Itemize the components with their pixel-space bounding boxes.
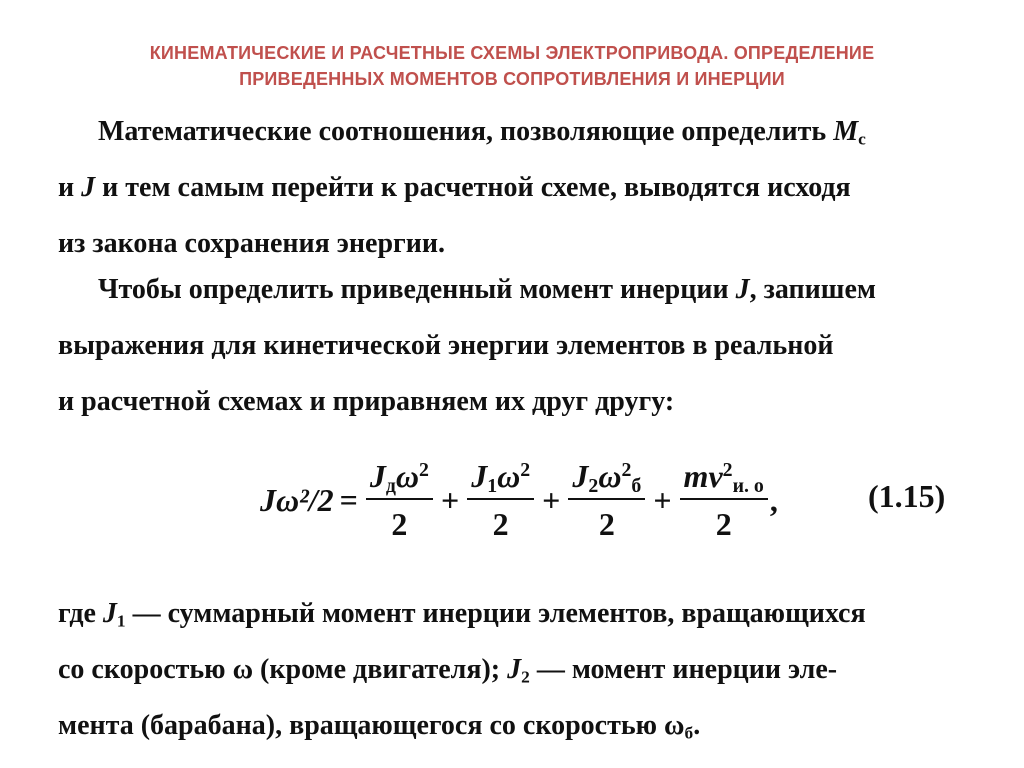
sub-b: б xyxy=(684,723,694,743)
paragraph-inertia-line-2: выражения для кинетической энергии элементов в реальной xyxy=(58,330,834,361)
eq-sup: 2 xyxy=(621,459,632,482)
paragraph-intro-line-3: из закона сохранения энергии. xyxy=(58,228,446,259)
text-span: — момент инерции эле- xyxy=(529,654,838,685)
eq-term-4-numerator xyxy=(680,458,768,500)
eq-tail-comma: , xyxy=(769,481,778,518)
eq-term-3-numerator xyxy=(568,458,645,500)
paragraph-inertia-line-1 xyxy=(58,262,958,318)
text-span: , запишем xyxy=(749,274,876,305)
text-span: мента (барабана), вращающегося со скоростью ω xyxy=(58,710,685,741)
var-j: J xyxy=(507,654,522,685)
eq-term-2-denominator: 2 xyxy=(492,506,509,542)
eq-sym: J xyxy=(572,458,589,494)
eq-sym: mv xyxy=(683,458,723,494)
eq-plus: + xyxy=(653,481,672,518)
eq-term-1-denominator: 2 xyxy=(391,506,408,542)
eq-sym: J xyxy=(471,458,488,494)
var-j: J xyxy=(81,172,96,203)
slide-title-line-2: ПРИВЕДЕННЫХ МОМЕНТОВ СОПРОТИВЛЕНИЯ И ИНЕРЦИИ xyxy=(239,69,785,89)
eq-equals: = xyxy=(339,481,358,518)
eq-sub: д xyxy=(385,474,396,497)
eq-sup: 2 xyxy=(419,459,429,482)
sub-2: 2 xyxy=(521,667,530,687)
paragraph-where-line-1 xyxy=(58,586,958,642)
paragraph-inertia xyxy=(58,262,958,430)
eq-term-4 xyxy=(680,458,768,542)
eq-sup: 2 xyxy=(722,459,733,482)
eq-lhs: Jω²/2 xyxy=(260,481,334,518)
eq-omega: ω xyxy=(497,458,521,494)
eq-sub: 2 xyxy=(588,474,599,497)
eq-sup: 2 xyxy=(520,459,531,482)
eq-term-2-numerator xyxy=(467,458,534,500)
var-j: J xyxy=(102,598,117,629)
eq-term-4-denominator: 2 xyxy=(715,506,732,542)
eq-term-3-denominator: 2 xyxy=(598,506,615,542)
eq-plus: + xyxy=(440,481,460,518)
text-span: . xyxy=(693,710,701,741)
eq-term-1 xyxy=(366,458,433,542)
eq-term-2 xyxy=(467,458,534,542)
equation-1-15 xyxy=(260,440,778,560)
var-m: M xyxy=(833,116,859,147)
paragraph-intro-line-2 xyxy=(58,160,958,216)
text-span: и xyxy=(58,172,82,203)
paragraph-where xyxy=(58,586,958,754)
eq-term-1-numerator xyxy=(366,458,433,500)
text-span: со скоростью ω (кроме двигателя); xyxy=(58,654,508,685)
eq-sub: и. о xyxy=(732,474,764,497)
text-span: где xyxy=(58,598,103,629)
paragraph-intro xyxy=(58,104,958,272)
paragraph-where-line-3 xyxy=(58,698,958,754)
eq-omega: ω xyxy=(395,458,420,494)
text-span: — суммарный момент инерции элементов, вращающихся xyxy=(125,598,866,629)
text-span: Чтобы определить приведенный момент инерции xyxy=(98,274,736,305)
eq-omega: ω xyxy=(598,458,622,494)
text-span: и тем самым перейти к расчетной схеме, выводятся исходя xyxy=(95,172,851,203)
eq-term-3 xyxy=(568,458,645,542)
eq-plus: + xyxy=(542,481,561,518)
paragraph-where-line-2 xyxy=(58,642,958,698)
equation-number: (1.15) xyxy=(868,478,946,514)
paragraph-intro-line-1 xyxy=(58,104,958,160)
eq-sub: 1 xyxy=(487,474,498,497)
eq-sub: б xyxy=(631,474,642,497)
slide-title-line-1: КИНЕМАТИЧЕСКИЕ И РАСЧЕТНЫЕ СХЕМЫ ЭЛЕКТРОПРИВОДА. ОПРЕДЕЛЕНИЕ xyxy=(149,43,875,63)
sub-1: 1 xyxy=(116,611,126,631)
paragraph-inertia-line-3: и расчетной схемах и приравняем их друг другу: xyxy=(58,386,675,417)
sub-c: c xyxy=(858,129,866,149)
var-j: J xyxy=(735,274,750,305)
eq-sym: J xyxy=(369,458,386,494)
slide-title xyxy=(40,40,984,92)
text-span: Математические соотношения, позволяющие определить xyxy=(98,116,834,147)
